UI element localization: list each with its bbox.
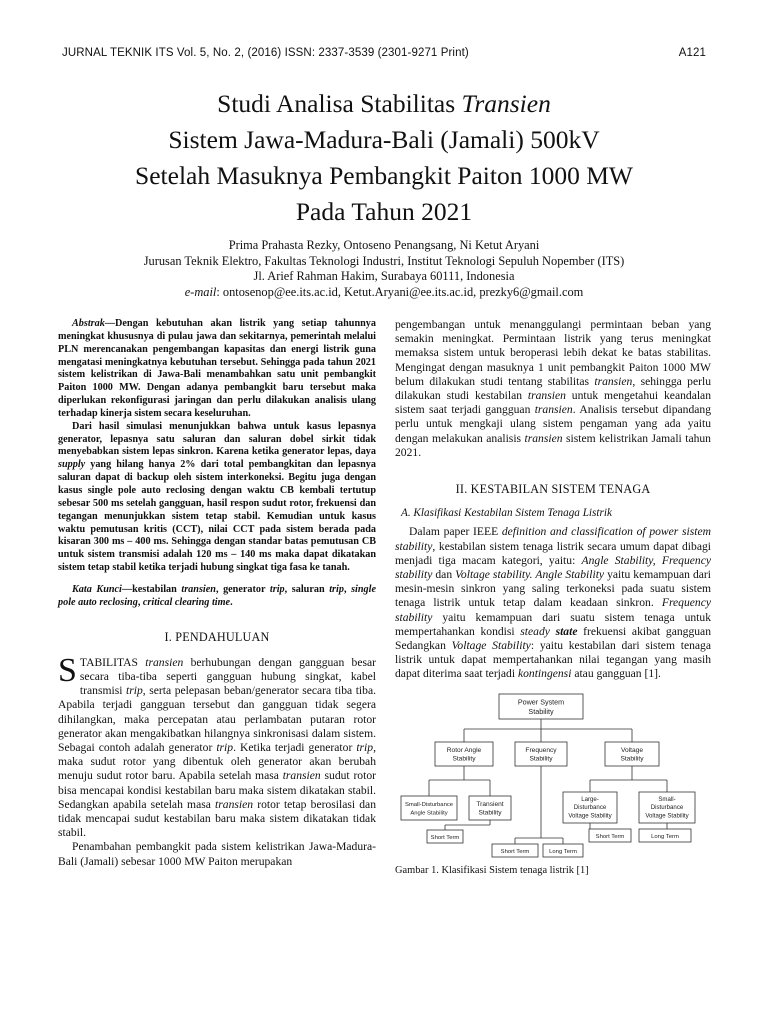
root-label-1: Power System [517, 697, 565, 707]
svg-text:Stability [528, 707, 554, 716]
intro-paragraph-3: pengembangan untuk menanggulangi permintaan beban yang semakin meningkat. Permintaan listrik yang terus meningkat memaksa sistem untuk beroperasi lebih dekat ke batas stabilitas. Mengingat dengan masuknya 1 unit pembangkit Paiton 1000 MW belum dilakukan studi tentang stabilitas transien, sehingga perlu dilakukan studi kestabilan transien untuk mengetahui keandalan sistem saat terjadi gangguan transien. Analisis tersebut dipandang perlu untuk mengkaji ulang sistem pengaman yang ada yaitu dengan melakukan analisis transien sistem kelistrikan Jamali tahun 2021. [395, 318, 712, 459]
svg-text:Long Term [651, 834, 679, 840]
section-heading-2: II. KESTABILAN SISTEM TENAGA [455, 482, 651, 497]
volt-label-2: Stability [620, 755, 644, 763]
short-term-label-2: Short Term [500, 848, 530, 855]
section-2-body [395, 525, 711, 681]
short-term-label-1: Short Term [430, 834, 460, 841]
section-1-body [58, 651, 377, 869]
svg-text:Disturbance [574, 804, 607, 811]
paper-title [40, 86, 728, 230]
long-term-label-1: Long Term [549, 848, 577, 855]
subsection-heading-a: A. Klasifikasi Kestabilan Sistem Tenaga Listrik [401, 507, 612, 520]
left-column [58, 318, 376, 869]
svg-text:Stability [478, 809, 502, 816]
freq-label-1: Frequency [525, 746, 557, 754]
svg-text:Short Term [431, 835, 460, 841]
right-column [395, 318, 711, 878]
large-label-3: Voltage Stability [568, 812, 612, 820]
svg-text:Transient [476, 801, 503, 808]
classification-diagram [395, 692, 711, 860]
smallv-label-2: Disturbance [650, 803, 684, 811]
abstract-paragraph-2: Dari hasil simulasi menunjukkan bahwa untuk kasus lepasnya generator, lepasnya satu saluran dan saluran dobel sirkit tidak menyebabkan sistem lepas sinkron. Karena ketika generator lepas, daya supply yang hilang hanya 2% dari total pembangkitan dan lepasnya saluran dapat di backup oleh sistem interkoneksi. Begitu juga dengan kasus single pole auto reclosing dengan waktu CB kembali tertutup sebesar 500 ms setelah gangguan, hasil respon sudut rotor, frekuensi dan tegangan menunjukkan sistem tetap stabil. Kemudian untuk kasus waktu pemutusan kritis (CCT), nilai CCT pada sistem berada pada kisaran 300 ms – 400 ms. Sehingga dengan standar batas pemutusan CB untuk sistem transmisi adalah 120 ms – 140 ms maka dapat dikatakan sistem tetap stabil ketika terjadi hubung singkat tiga fasa ke tanah. [58, 420, 376, 574]
author-emails: e-mail: ontosenop@ee.its.ac.id, Ketut.Aryani@ee.its.ac.id, prezky6@gmail.com [184, 284, 584, 299]
running-header [62, 47, 706, 65]
svg-text:Short Term [596, 834, 625, 840]
svg-text:Frequency [525, 747, 557, 754]
svg-text:Small- [658, 796, 675, 803]
svg-text:Voltage Stability [568, 812, 612, 819]
small-label-1: Small-Disturbance [404, 801, 454, 808]
title-line-1: Studi Analisa Stabilitas Transien [217, 89, 551, 118]
keywords: Kata Kunci—kestabilan transien, generator trip, saluran trip, single pole auto reclosing, critical clearing time. [58, 583, 376, 608]
svg-text:Stability [529, 755, 553, 762]
section-heading-1: I. PENDAHULUAN [164, 629, 270, 644]
author-block [40, 238, 728, 300]
intro-paragraph-2: Penambahan pembangkit pada sistem kelistrikan Jawa-Madura-Bali (Jamali) sebesar 1000 MW Paiton merupakan [58, 840, 376, 868]
title-line-3: Setelah Masuknya Pembangkit Paiton 1000 MW [135, 161, 633, 190]
title-line-4: Pada Tahun 2021 [295, 197, 473, 226]
smallv-label-3: Voltage Stability [645, 812, 689, 820]
svg-text:Small-Disturbance [405, 802, 454, 808]
long-term-label-2: Long Term [651, 833, 679, 840]
large-label-2: Disturbance [573, 803, 607, 811]
title-line-2: Sistem Jawa-Madura-Bali (Jamali) 500kV [168, 125, 600, 154]
abstract [58, 318, 376, 575]
svg-text:Stability [620, 755, 644, 762]
svg-text:Angle Stability [410, 810, 447, 816]
svg-text:Voltage Stability [645, 812, 689, 819]
diagram-connectors [429, 719, 667, 844]
abstract-paragraph-1: Abstrak—Dengan kebutuhan akan listrik yang setiap tahunnya meningkat khususnya di pulau jawa dan sekitarnya, pemerintah melalui PLN merencanakan pengembangan kapasitas dan energi listrik guna mengatasi meningkatnya kebutuhan tersebut. Sehingga pada tahun 2021 sistem kelistrikan di Jawa-Bali menambahkan satu unit pembangkit Paiton 1000 MW. Dengan adanya pembangkit baru tersebut maka diperlukan rekonfigurasi jaringan dan perlu dilakukan analisis ulang terhadap kinerja sistem secara keseluruhan. [58, 318, 376, 419]
svg-text:Short Term [501, 849, 530, 855]
intro-paragraph-1: STABILITAS transien berhubungan dengan gangguan besar secara tiba-tiba seperti gangguan hubung singkat, kabel transmisi trip, serta pelepasan beban/generator secara tiba tiba. Apabila terjadi gangguan tersebut dan gangguan tidak segera dihilangkan, maka percepatan atau perlambatan putaran rotor generator akan mengakibatkan hilangnya sinkronisasi dalam sistem. Sebagai contoh adalah generator trip. Ketika terjadi generator trip, maka sudut rotor yang dibentuk oleh generator akan berubah menuju sudut rotor baru. Apabila setelah masa transien sudut rotor bisa mencapai kondisi kestabilan baru maka sistem dikatakan stabil. Sedangkan apabila setelah masa transien rotor tetap berosilasi dan tidak mencapai sudut kestabilan baru maka sistem dikatakan tidak stabil. [58, 651, 377, 840]
svg-text:Rotor Angle [447, 747, 482, 754]
keywords-label: Kata Kunci [72, 583, 122, 595]
svg-text:Long Term [549, 849, 577, 855]
author-names: Prima Prahasta Rezky, Ontoseno Penangsang, Ni Ketut Aryani [228, 238, 540, 252]
author-address: Jl. Arief Rahman Hakim, Surabaya 60111, Indonesia [253, 269, 515, 283]
rotor-label-2: Stability [452, 755, 476, 763]
stability-classification-figure [395, 692, 711, 860]
figure-caption: Gambar 1. Klasifikasi Sistem tenaga listrik [1] [395, 864, 589, 876]
svg-text:Power System [518, 697, 564, 706]
section-1-continued [395, 318, 711, 460]
journal-citation: JURNAL TEKNIK ITS Vol. 5, No. 2, (2016) ISSN: 2337-3539 (2301-9271 Print) [62, 47, 469, 59]
section-2-paragraph-1: Dalam paper IEEE definition and classification of power sistem stability, kestabilan sistem tenaga listrik secara umum dapat dibagi menjadi tiga macam kategori, yaitu: Angle Stability, Frequency stability dan Voltage stability. Angle Stability yaitu kemampuan dari mesin-mesin sinkron yang saling terkoneksi pada suatu sistem tenaga listrik untuk tetap dalam keadaan sinkron. Frequency stability yaitu kemampuan dari suatu sistem tenaga untuk mempertahankan kondisi steady state frekuensi akibat gangguan Sedangkan Voltage Stability: yaitu kestabilan dari sistem tenaga listrik untuk dapat mempertahankan nilai tegangan yang masih dapat diterima saat terjadi kontingensi atau gangguan [1]. [395, 525, 712, 681]
svg-text:Voltage [621, 747, 643, 754]
smallv-label-1: Small- [658, 795, 676, 803]
short-term-label-3: Short Term [595, 833, 625, 840]
volt-label-1: Voltage [621, 746, 643, 754]
rotor-label-1: Rotor Angle [446, 746, 482, 754]
abstract-label: Abstrak [72, 318, 105, 329]
transient-label-1: Transient [476, 800, 504, 808]
root-label-2: Stability [528, 706, 554, 716]
small-label-2: Angle Stability [410, 810, 448, 817]
freq-label-2: Stability [529, 755, 553, 763]
page-number: A121 [678, 47, 706, 59]
svg-text:Large- [581, 796, 599, 803]
drop-cap: S [58, 651, 77, 689]
author-affiliation: Jurusan Teknik Elektro, Fakultas Teknologi Industri, Institut Teknologi Sepuluh Nopember (ITS) [143, 253, 625, 268]
transient-label-2: Stability [478, 809, 502, 817]
svg-text:Stability [452, 755, 476, 762]
svg-text:Disturbance [651, 804, 684, 811]
large-label-1: Large- [581, 795, 599, 803]
